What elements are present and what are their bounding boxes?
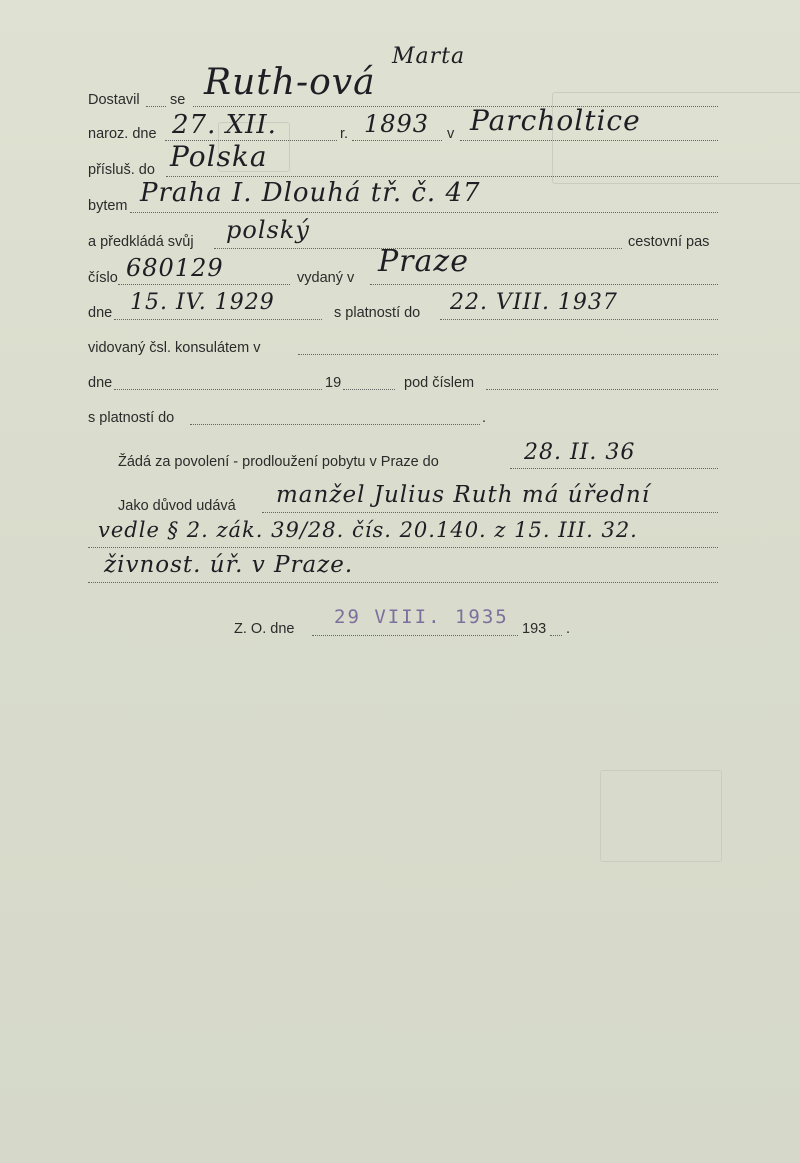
reason-dotline-2 (88, 547, 718, 548)
cestovni-pas-label: cestovní pas (628, 234, 710, 250)
platnost2-period: . (482, 410, 487, 426)
pod-cislem-label: pod číslem (404, 375, 475, 391)
surname-value: Ruth-ová (204, 62, 376, 103)
citizenship-value: Polska (170, 140, 268, 173)
dne2-label: dne (88, 375, 113, 391)
birth-year-value: 1893 (364, 110, 430, 138)
residence-dotline (130, 212, 718, 213)
birth-year-dotline (352, 140, 442, 141)
passport-kind-value: polský (226, 216, 310, 244)
valid-until-value: 22. VIII. 1937 (450, 290, 618, 315)
place-label: v (447, 126, 455, 142)
issue-date-dotline (114, 319, 322, 320)
reason-line-1: manžel Julius Ruth má úřední (276, 482, 651, 508)
year-prefix-label: 19 (325, 375, 342, 391)
cislo-label: číslo (88, 270, 118, 286)
consulate-dotline (298, 354, 718, 355)
birth-place-dotline (460, 140, 718, 141)
visa-valid-dotline (190, 424, 480, 425)
valid-until-dotline (440, 319, 718, 320)
passport-number-value: 680129 (126, 254, 224, 282)
year-label: r. (340, 126, 349, 142)
dostavil-dotline-a (146, 106, 166, 107)
requested-until-value: 28. II. 36 (524, 440, 636, 465)
birth-date-value: 27. XII. (172, 110, 277, 140)
platnost-label: s platností do (334, 305, 421, 321)
issued-in-dotline (370, 284, 718, 285)
se-label: se (170, 92, 186, 108)
requested-until-dotline (510, 468, 718, 469)
duvod-label: Jako důvod udává (118, 498, 236, 514)
ghost-stamp-frame-lower (600, 770, 722, 862)
bytem-label: bytem (88, 198, 128, 214)
dne-label: dne (88, 305, 113, 321)
dostavil-label: Dostavil (88, 92, 140, 108)
issue-date-value: 15. IV. 1929 (130, 290, 275, 315)
passport-number-dotline (118, 284, 290, 285)
platnost2-label: s platností do (88, 410, 175, 426)
first-name-value: Marta (392, 44, 466, 69)
vidovany-label: vidovaný čsl. konsulátem v (88, 340, 261, 356)
zada-label: Žádá za povolení - prodloužení pobytu v Praze do (118, 454, 439, 470)
end-period: . (566, 621, 571, 637)
visa-number-dotline (486, 389, 718, 390)
vydany-label: vydaný v (297, 270, 355, 286)
citizenship-dotline (166, 176, 718, 177)
birth-place-value: Parcholtice (470, 104, 641, 137)
visa-year-dotline (343, 389, 395, 390)
date-stamp: 29 VIII. 1935 (334, 606, 509, 628)
zo-date-dotline (312, 635, 518, 636)
predklada-label: a předkládá svůj (88, 234, 194, 250)
year-suffix-label: 193 (522, 621, 547, 637)
zo-label: Z. O. dne (234, 621, 295, 637)
reason-dotline-1 (262, 512, 718, 513)
reason-line-2: vedle § 2. zák. 39/28. čís. 20.140. z 15. III. 32. (98, 518, 638, 542)
year-suffix-dotline (550, 635, 562, 636)
residence-value: Praha I. Dlouhá tř. č. 47 (140, 178, 481, 208)
issued-in-value: Praze (378, 244, 469, 279)
reason-dotline-3 (88, 582, 718, 583)
visa-date-dotline (114, 389, 322, 390)
reason-line-3: živnost. úř. v Praze. (104, 552, 354, 578)
prislus-label: přísluš. do (88, 162, 155, 178)
naroz-label: naroz. dne (88, 126, 157, 142)
